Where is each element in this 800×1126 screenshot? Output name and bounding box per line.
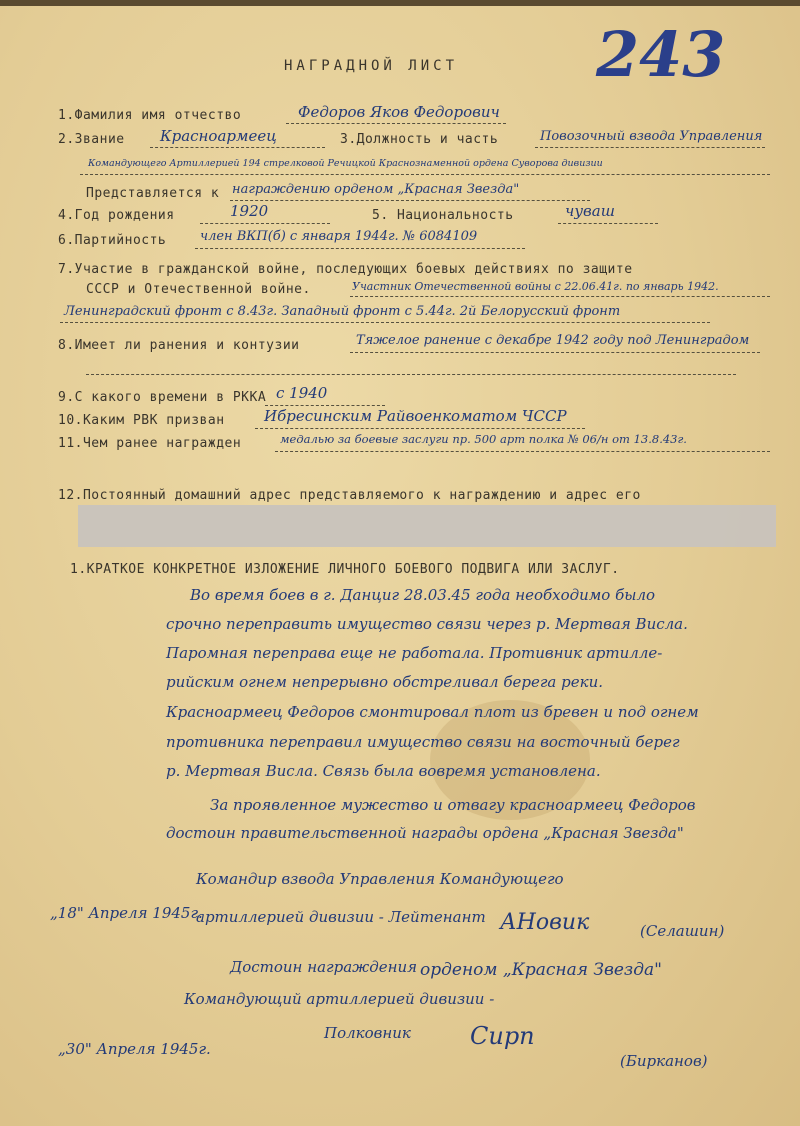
commander-name: (Селашин) xyxy=(640,922,725,940)
underline xyxy=(200,223,330,224)
narrative-line: Паромная переправа еще не работала. Противник артилле- xyxy=(166,644,663,662)
underline xyxy=(275,451,770,452)
date-first: „18" Апреля 1945г. xyxy=(50,904,203,922)
underline xyxy=(230,200,590,201)
field-value-rkka: с 1940 xyxy=(276,384,328,402)
underline xyxy=(255,428,585,429)
worthy-line: Достоин награждения xyxy=(230,958,418,976)
underline xyxy=(150,147,325,148)
field-value-name: Федоров Яков Федорович xyxy=(298,103,500,121)
field-label-nationality: 5. Национальность xyxy=(372,208,514,223)
field-label-party: 6.Партийность xyxy=(58,233,167,248)
commander-title-line2: артиллерией дивизии - Лейтенант xyxy=(196,908,486,926)
rank-colonel: Полковник xyxy=(324,1024,411,1042)
narrative-line: достоин правительственной награды ордена „Красная Звезда" xyxy=(166,824,684,842)
narrative-line: срочно переправить имущество связи через р. Мертвая Висла. xyxy=(166,615,688,633)
date-second: „30" Апреля 1945г. xyxy=(58,1040,211,1058)
underline xyxy=(195,248,525,249)
award-granted: орденом „Красная Звезда" xyxy=(420,960,662,980)
artillery-commander-title: Командующий артиллерией дивизии - xyxy=(184,990,495,1008)
underline xyxy=(60,322,710,323)
underline xyxy=(558,223,658,224)
underline xyxy=(286,123,506,124)
colonel-name: (Бирканов) xyxy=(620,1052,708,1070)
field-value-fronts: Ленинградский фронт с 8.43г. Западный фронт с 5.44г. 2й Белорусский фронт xyxy=(64,304,621,319)
field-value-birth-year: 1920 xyxy=(230,202,269,220)
field-label-rkka: 9.С какого времени в РККА xyxy=(58,390,267,405)
narrative-line: Красноармеец Федоров смонтировал плот из бревен и под огнем xyxy=(166,703,699,721)
underline xyxy=(350,352,760,353)
narrative-line: За проявленное мужество и отвагу красноармеец Федоров xyxy=(210,796,696,814)
field-value-rvk: Ибресинским Райвоенкоматом ЧССР xyxy=(264,407,567,425)
field-value-party: член ВКП(б) с января 1944г. № 6084109 xyxy=(200,229,478,244)
field-value-wounds: Тяжелое ранение с декабре 1942 году под Ленинградом xyxy=(356,333,750,348)
section-heading: 1.КРАТКОЕ КОНКРЕТНОЕ ИЗЛОЖЕНИЕ ЛИЧНОГО БОЕВОГО ПОДВИГА ИЛИ ЗАСЛУГ. xyxy=(70,562,620,577)
field-label-wounds: 8.Имеет ли ранения и контузии xyxy=(58,338,300,353)
field-label-position: 3.Должность и часть xyxy=(340,132,499,147)
field-value-presented: награждению орденом „Красная Звезда" xyxy=(232,182,520,197)
field-label-name: 1.Фамилия имя отчество xyxy=(58,108,242,123)
underline xyxy=(350,296,770,297)
document-title: НАГРАДНОЙ ЛИСТ xyxy=(284,58,459,74)
colonel-signature: Сирп xyxy=(470,1022,535,1050)
field-label-presented: Представляется к xyxy=(86,186,220,201)
field-label-rank: 2.Звание xyxy=(58,132,125,147)
narrative-line: р. Мертвая Висла. Связь была вовремя установлена. xyxy=(166,762,601,780)
underline xyxy=(535,147,765,148)
field-value-awards: медалью за боевые заслуги пр. 500 арт полка № 06/н от 13.8.43г. xyxy=(280,432,687,446)
underline xyxy=(265,405,385,406)
field-value-position: Повозочный взвода Управления xyxy=(540,129,763,144)
scan-edge xyxy=(0,0,800,6)
archive-number: 243 xyxy=(596,18,726,91)
narrative-line: противника переправил имущество связи на восточный берег xyxy=(166,733,680,751)
field-value-nationality: чуваш xyxy=(565,202,615,220)
field-label-rvk: 10.Каким РВК призван xyxy=(58,413,225,428)
underline xyxy=(80,174,770,175)
commander-title-line1: Командир взвода Управления Командующего xyxy=(196,870,564,888)
narrative-line: Во время боев в г. Данциг 28.03.45 года необходимо было xyxy=(190,586,656,604)
field-value-rank: Красноармеец xyxy=(160,127,277,145)
field-label-birth-year: 4.Год рождения xyxy=(58,208,175,223)
narrative-line: рийским огнем непрерывно обстреливал берега реки. xyxy=(166,673,604,691)
commander-signature: АНовик xyxy=(500,910,590,935)
field-label-awards: 11.Чем ранее награжден xyxy=(58,436,242,451)
field-value-participation: Участник Отечественной войны с 22.06.41г. по январь 1942. xyxy=(352,280,719,293)
field-label-address: 12.Постоянный домашний адрес представляемого к награждению и адрес его xyxy=(58,488,641,503)
field-value-unit: Командующего Артиллерией 194 стрелковой Речицкой Краснознаменной ордена Суворова дивизии xyxy=(88,158,603,169)
underline xyxy=(86,374,736,375)
field-label-participation: 7.Участие в гражданской войне, последующих боевых действиях по защите xyxy=(58,262,633,277)
redacted-block xyxy=(78,505,776,547)
field-label-ussr-war: СССР и Отечественной войне. xyxy=(86,282,311,297)
